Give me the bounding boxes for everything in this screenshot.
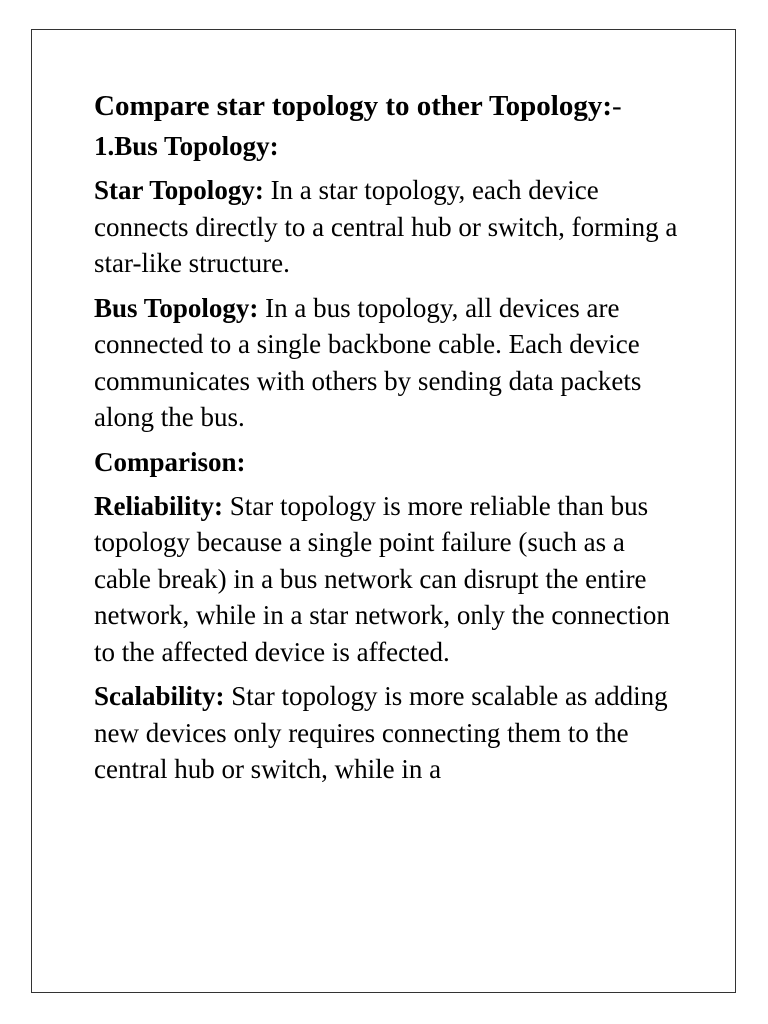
page-title-text: Compare star topology to other Topology:	[94, 90, 612, 122]
text-scalability: Star topology is more scalable as adding new devices only requires connecting them to the central hub or switch, while in a	[94, 681, 668, 784]
section-heading-bus: 1.Bus Topology:	[94, 131, 279, 161]
paragraph-reliability	[94, 488, 684, 671]
term-reliability: Reliability:	[94, 490, 223, 521]
term-star-topology: Star Topology:	[94, 175, 264, 205]
section-heading-comparison: Comparison:	[94, 446, 246, 477]
paragraph-star-topology	[94, 172, 684, 282]
term-scalability: Scalability:	[94, 681, 225, 711]
page-title-suffix: -	[612, 90, 622, 122]
text-star-topology: In a star topology, each device connects directly to a central hub or switch, forming a star-like structure.	[94, 175, 678, 278]
page-title	[94, 86, 684, 126]
text-reliability: Star topology is more reliable than bus topology because a single point failure (such as a cable break) in a bus network can disrupt the entire network, while in a star network, only the connection to the affected device is affected.	[94, 490, 670, 667]
paragraph-bus-topology	[94, 290, 684, 436]
document-body	[94, 86, 684, 796]
paragraph-scalability	[94, 678, 684, 788]
text-bus-topology: In a bus topology, all devices are connected to a single backbone cable. Each device communicates with others by sending data packets along the bus.	[94, 292, 642, 432]
term-bus-topology: Bus Topology:	[94, 292, 259, 323]
